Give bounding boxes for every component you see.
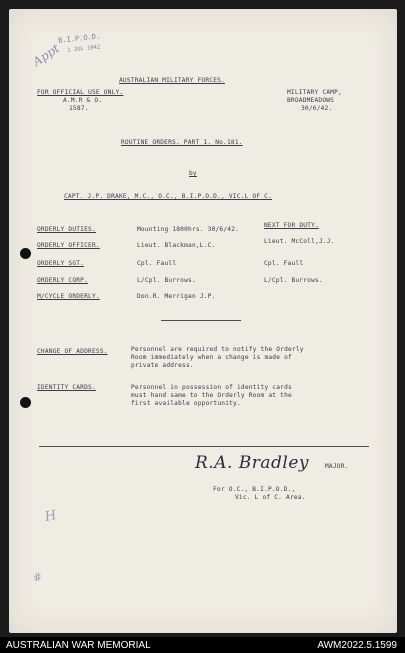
commander-line: CAPT. J.P. DRAKE, M.C., O.C., B.I.P.O.D., VIC.L OF C. [64, 193, 273, 200]
notice-text-line: Room immediately when a change is made of [131, 354, 292, 361]
duty-value: Lieut. Blackman,L.C. [137, 242, 216, 249]
duty-label: M/CYCLE ORDERLY. [37, 293, 100, 300]
punch-hole [20, 248, 31, 259]
signatory-rank: MAJOR. [325, 463, 349, 470]
location-camp: MILITARY CAMP, [287, 89, 342, 96]
duty-label: ORDERLY OFFICER. [37, 242, 100, 249]
duty-label: ORDERLY DUTIES. [37, 226, 96, 233]
document-date: 30/6/42. [301, 105, 333, 112]
archive-footer [0, 637, 405, 653]
margin-pencil-mark: # [31, 569, 45, 586]
footer-institution: AUSTRALIAN WAR MEMORIAL [6, 640, 151, 651]
punch-hole [20, 397, 31, 408]
duty-label: ORDERLY CORP. [37, 277, 89, 284]
form-number: 1587. [69, 105, 89, 112]
form-ref: A.M.R & O. [63, 97, 103, 104]
stamp-unit: B.I.P.O.D. [57, 32, 101, 45]
footer-accession-number: AWM2022.5.1599 [317, 640, 397, 651]
duty-value: Don.R. Merrigan J.P. [137, 293, 216, 300]
duty-next: L/Cpl. Burrows. [264, 277, 323, 284]
document-heading: AUSTRALIAN MILITARY FORCES. [119, 77, 225, 84]
section-divider [161, 320, 241, 321]
duty-value: L/Cpl. Burrows. [137, 277, 196, 284]
received-stamp [27, 24, 122, 69]
next-for-duty-heading: NEXT FOR DUTY. [264, 222, 319, 229]
notice-text-line: must hand same to the Orderly Room at the [131, 392, 292, 399]
signature-divider [39, 446, 369, 447]
stamp-handwriting: Appt [30, 41, 62, 69]
document-page [9, 9, 397, 633]
duty-next: Cpl. Faull [264, 260, 304, 267]
signatory-for-line: For O.C., B.I.P.O.D., [213, 486, 296, 493]
duty-value: Mounting 1800hrs. 30/6/42. [137, 226, 240, 233]
notice-label: IDENTITY CARDS. [37, 384, 96, 391]
notice-text-line: Personnel are required to notify the Orderly [131, 346, 304, 353]
location-place: BROADMEADOWS [287, 97, 335, 104]
notice-text-line: private address. [131, 362, 194, 369]
margin-pencil-mark: H [43, 507, 58, 526]
notice-text-line: Personnel in possession of identity cards [131, 384, 292, 391]
stamp-date: 1 JUL 1942 [67, 44, 101, 54]
notice-label: CHANGE OF ADDRESS. [37, 348, 108, 355]
duty-label: ORDERLY SGT. [37, 260, 85, 267]
classification: FOR OFFICIAL USE ONLY. [37, 89, 124, 96]
notice-text-line: first available opportunity. [131, 400, 241, 407]
orders-title: ROUTINE ORDERS. PART 1. No.181. [121, 139, 243, 146]
by-label: by [189, 170, 197, 177]
handwritten-signature: R.A. Bradley [195, 453, 310, 473]
signatory-area-line: Vic. L of C. Area. [235, 494, 306, 501]
duty-value: Cpl. Faull [137, 260, 177, 267]
duty-next: Lieut. McColl,J.J. [264, 238, 335, 245]
